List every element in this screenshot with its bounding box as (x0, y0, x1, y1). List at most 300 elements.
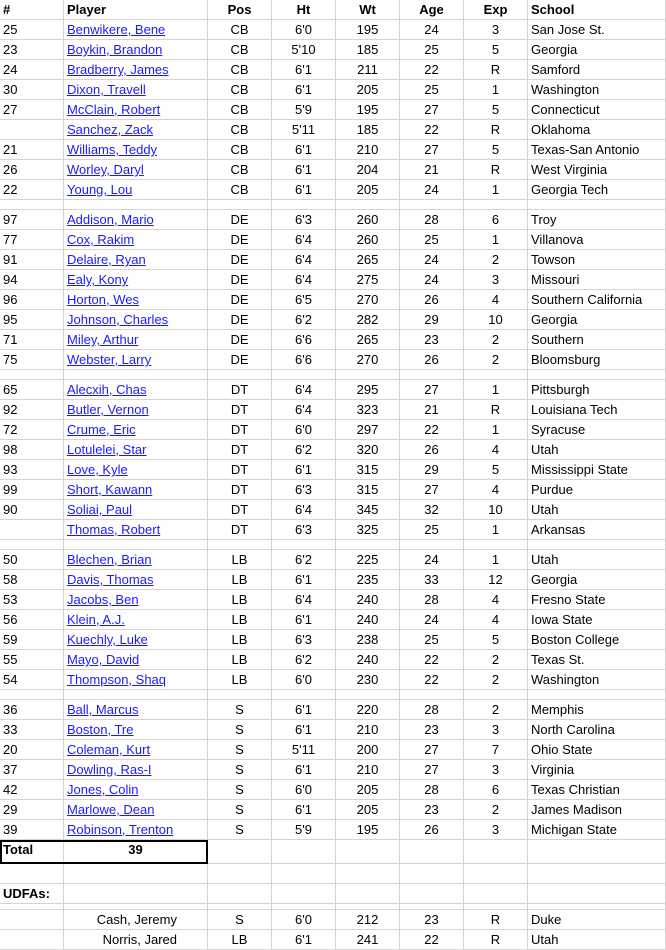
height-cell[interactable]: 6'0 (272, 670, 336, 690)
position-cell[interactable]: LB (208, 570, 272, 590)
player-link[interactable]: Love, Kyle (67, 462, 128, 477)
experience-cell[interactable]: 4 (464, 590, 528, 610)
empty-cell[interactable] (336, 690, 400, 700)
weight-cell[interactable]: 220 (336, 700, 400, 720)
empty-cell[interactable] (400, 840, 464, 864)
jersey-number-cell[interactable]: 23 (0, 40, 64, 60)
empty-cell[interactable] (464, 884, 528, 904)
player-link[interactable]: Butler, Vernon (67, 402, 149, 417)
udfa-player-name-cell[interactable]: Norris, Jared (64, 930, 208, 950)
height-cell[interactable]: 6'2 (272, 550, 336, 570)
player-name-cell[interactable] (64, 230, 208, 250)
weight-cell[interactable]: 282 (336, 310, 400, 330)
player-link[interactable]: Addison, Mario (67, 212, 154, 227)
school-cell[interactable]: Bloomsburg (528, 350, 666, 370)
weight-cell[interactable]: 200 (336, 740, 400, 760)
position-cell[interactable]: DT (208, 480, 272, 500)
jersey-number-cell[interactable]: 37 (0, 760, 64, 780)
age-cell[interactable]: 27 (400, 760, 464, 780)
age-cell[interactable]: 26 (400, 350, 464, 370)
experience-cell[interactable]: 5 (464, 100, 528, 120)
experience-cell[interactable]: 1 (464, 180, 528, 200)
player-link[interactable]: Boykin, Brandon (67, 42, 163, 57)
empty-cell[interactable] (528, 370, 666, 380)
jersey-number-cell[interactable]: 71 (0, 330, 64, 350)
player-link[interactable]: Delaire, Ryan (67, 252, 146, 267)
position-cell[interactable]: S (208, 740, 272, 760)
weight-cell[interactable]: 204 (336, 160, 400, 180)
experience-cell[interactable]: 4 (464, 290, 528, 310)
weight-cell[interactable]: 185 (336, 120, 400, 140)
age-cell[interactable]: 27 (400, 480, 464, 500)
school-cell[interactable]: Boston College (528, 630, 666, 650)
player-link[interactable]: Dixon, Travell (67, 82, 146, 97)
player-link[interactable]: Young, Lou (67, 182, 133, 197)
col-wt-header[interactable]: Wt (336, 0, 400, 20)
position-cell[interactable]: DE (208, 290, 272, 310)
empty-cell[interactable] (0, 540, 64, 550)
experience-cell[interactable]: 2 (464, 250, 528, 270)
weight-cell[interactable]: 275 (336, 270, 400, 290)
empty-cell[interactable] (272, 540, 336, 550)
position-cell[interactable]: DE (208, 330, 272, 350)
weight-cell[interactable]: 345 (336, 500, 400, 520)
age-cell[interactable]: 29 (400, 310, 464, 330)
empty-cell[interactable] (464, 864, 528, 884)
empty-cell[interactable] (208, 540, 272, 550)
age-cell[interactable]: 29 (400, 460, 464, 480)
age-cell[interactable]: 23 (400, 800, 464, 820)
weight-cell[interactable]: 210 (336, 140, 400, 160)
age-cell[interactable]: 23 (400, 720, 464, 740)
player-name-cell[interactable] (64, 740, 208, 760)
height-cell[interactable]: 6'2 (272, 440, 336, 460)
total-value-cell[interactable]: 39 (64, 840, 208, 864)
empty-cell[interactable] (336, 370, 400, 380)
jersey-number-cell[interactable]: 26 (0, 160, 64, 180)
age-cell[interactable]: 25 (400, 630, 464, 650)
weight-cell[interactable]: 185 (336, 40, 400, 60)
empty-cell[interactable] (400, 370, 464, 380)
jersey-number-cell[interactable]: 53 (0, 590, 64, 610)
experience-cell[interactable]: 2 (464, 330, 528, 350)
player-name-cell[interactable] (64, 40, 208, 60)
weight-cell[interactable]: 315 (336, 460, 400, 480)
age-cell[interactable]: 32 (400, 500, 464, 520)
school-cell[interactable]: Virginia (528, 760, 666, 780)
jersey-number-cell[interactable]: 91 (0, 250, 64, 270)
experience-cell[interactable]: R (464, 930, 528, 950)
height-cell[interactable]: 5'10 (272, 40, 336, 60)
age-cell[interactable]: 22 (400, 60, 464, 80)
empty-cell[interactable] (528, 690, 666, 700)
player-name-cell[interactable] (64, 350, 208, 370)
weight-cell[interactable]: 260 (336, 210, 400, 230)
experience-cell[interactable]: 2 (464, 800, 528, 820)
weight-cell[interactable]: 323 (336, 400, 400, 420)
age-cell[interactable]: 22 (400, 650, 464, 670)
experience-cell[interactable]: R (464, 910, 528, 930)
age-cell[interactable]: 21 (400, 400, 464, 420)
weight-cell[interactable]: 195 (336, 820, 400, 840)
position-cell[interactable]: DT (208, 440, 272, 460)
school-cell[interactable]: Arkansas (528, 520, 666, 540)
udfa-player-name-cell[interactable]: Cash, Jeremy (64, 910, 208, 930)
height-cell[interactable]: 6'4 (272, 380, 336, 400)
position-cell[interactable]: LB (208, 670, 272, 690)
col-ht-header[interactable]: Ht (272, 0, 336, 20)
jersey-number-cell[interactable]: 92 (0, 400, 64, 420)
player-name-cell[interactable] (64, 800, 208, 820)
weight-cell[interactable]: 241 (336, 930, 400, 950)
empty-cell[interactable] (64, 540, 208, 550)
empty-cell[interactable] (0, 200, 64, 210)
player-name-cell[interactable] (64, 250, 208, 270)
age-cell[interactable]: 23 (400, 330, 464, 350)
player-link[interactable]: Crume, Eric (67, 422, 136, 437)
height-cell[interactable]: 6'4 (272, 270, 336, 290)
player-link[interactable]: Williams, Teddy (67, 142, 158, 157)
player-link[interactable]: Robinson, Trenton (67, 822, 174, 837)
age-cell[interactable]: 24 (400, 180, 464, 200)
height-cell[interactable]: 6'1 (272, 930, 336, 950)
position-cell[interactable]: DT (208, 460, 272, 480)
height-cell[interactable]: 6'1 (272, 140, 336, 160)
empty-cell[interactable] (528, 540, 666, 550)
age-cell[interactable]: 21 (400, 160, 464, 180)
position-cell[interactable]: CB (208, 160, 272, 180)
jersey-number-cell[interactable]: 33 (0, 720, 64, 740)
school-cell[interactable]: Michigan State (528, 820, 666, 840)
experience-cell[interactable]: 2 (464, 700, 528, 720)
age-cell[interactable]: 25 (400, 40, 464, 60)
jersey-number-cell[interactable]: 59 (0, 630, 64, 650)
school-cell[interactable]: Georgia Tech (528, 180, 666, 200)
school-cell[interactable]: Louisiana Tech (528, 400, 666, 420)
position-cell[interactable]: CB (208, 120, 272, 140)
player-name-cell[interactable] (64, 20, 208, 40)
empty-cell[interactable] (336, 840, 400, 864)
age-cell[interactable]: 24 (400, 20, 464, 40)
empty-cell[interactable] (464, 200, 528, 210)
height-cell[interactable]: 6'2 (272, 310, 336, 330)
weight-cell[interactable]: 315 (336, 480, 400, 500)
player-link[interactable]: Jones, Colin (67, 782, 139, 797)
weight-cell[interactable]: 205 (336, 180, 400, 200)
age-cell[interactable]: 33 (400, 570, 464, 590)
empty-cell[interactable] (0, 910, 64, 930)
player-link[interactable]: Dowling, Ras-I (67, 762, 152, 777)
height-cell[interactable]: 6'0 (272, 20, 336, 40)
jersey-number-cell[interactable]: 55 (0, 650, 64, 670)
empty-cell[interactable] (400, 864, 464, 884)
position-cell[interactable]: S (208, 780, 272, 800)
player-link[interactable]: Worley, Daryl (67, 162, 144, 177)
empty-cell[interactable] (528, 884, 666, 904)
height-cell[interactable]: 6'3 (272, 630, 336, 650)
school-cell[interactable]: Pittsburgh (528, 380, 666, 400)
experience-cell[interactable]: 1 (464, 380, 528, 400)
player-name-cell[interactable] (64, 570, 208, 590)
player-name-cell[interactable] (64, 310, 208, 330)
player-name-cell[interactable] (64, 820, 208, 840)
height-cell[interactable]: 6'0 (272, 420, 336, 440)
position-cell[interactable]: S (208, 800, 272, 820)
player-link[interactable]: Thompson, Shaq (67, 672, 167, 687)
empty-cell[interactable] (64, 370, 208, 380)
height-cell[interactable]: 6'1 (272, 160, 336, 180)
experience-cell[interactable]: 1 (464, 520, 528, 540)
player-link[interactable]: Soliai, Paul (67, 502, 133, 517)
player-name-cell[interactable] (64, 100, 208, 120)
jersey-number-cell[interactable]: 65 (0, 380, 64, 400)
position-cell[interactable]: S (208, 720, 272, 740)
empty-cell[interactable] (272, 370, 336, 380)
school-cell[interactable]: Utah (528, 550, 666, 570)
school-cell[interactable]: Texas-San Antonio (528, 140, 666, 160)
weight-cell[interactable]: 265 (336, 330, 400, 350)
player-link[interactable]: Marlowe, Dean (67, 802, 155, 817)
age-cell[interactable]: 27 (400, 380, 464, 400)
col-exp-header[interactable]: Exp (464, 0, 528, 20)
player-link[interactable]: Coleman, Kurt (67, 742, 151, 757)
height-cell[interactable]: 6'1 (272, 180, 336, 200)
age-cell[interactable]: 26 (400, 440, 464, 460)
experience-cell[interactable]: R (464, 60, 528, 80)
player-link[interactable]: Bradberry, James (67, 62, 169, 77)
jersey-number-cell[interactable]: 98 (0, 440, 64, 460)
player-name-cell[interactable] (64, 420, 208, 440)
jersey-number-cell[interactable] (0, 120, 64, 140)
player-link[interactable]: McClain, Robert (67, 102, 161, 117)
age-cell[interactable]: 27 (400, 100, 464, 120)
empty-cell[interactable] (0, 690, 64, 700)
empty-cell[interactable] (464, 690, 528, 700)
school-cell[interactable]: Texas St. (528, 650, 666, 670)
jersey-number-cell[interactable]: 42 (0, 780, 64, 800)
school-cell[interactable]: West Virginia (528, 160, 666, 180)
empty-cell[interactable] (272, 200, 336, 210)
jersey-number-cell[interactable]: 97 (0, 210, 64, 230)
experience-cell[interactable]: 4 (464, 440, 528, 460)
weight-cell[interactable]: 225 (336, 550, 400, 570)
school-cell[interactable]: Georgia (528, 40, 666, 60)
empty-cell[interactable] (528, 840, 666, 864)
school-cell[interactable]: Purdue (528, 480, 666, 500)
player-link[interactable]: Webster, Larry (67, 352, 152, 367)
jersey-number-cell[interactable]: 30 (0, 80, 64, 100)
empty-cell[interactable] (336, 864, 400, 884)
weight-cell[interactable]: 211 (336, 60, 400, 80)
weight-cell[interactable]: 235 (336, 570, 400, 590)
weight-cell[interactable]: 240 (336, 590, 400, 610)
player-link[interactable]: Cox, Rakim (67, 232, 135, 247)
weight-cell[interactable]: 265 (336, 250, 400, 270)
experience-cell[interactable]: 1 (464, 420, 528, 440)
age-cell[interactable]: 26 (400, 290, 464, 310)
age-cell[interactable]: 25 (400, 80, 464, 100)
experience-cell[interactable]: 5 (464, 460, 528, 480)
player-name-cell[interactable] (64, 180, 208, 200)
empty-cell[interactable] (208, 884, 272, 904)
height-cell[interactable]: 6'4 (272, 230, 336, 250)
player-name-cell[interactable] (64, 330, 208, 350)
age-cell[interactable]: 26 (400, 820, 464, 840)
player-link[interactable]: Alecxih, Chas (67, 382, 147, 397)
player-name-cell[interactable] (64, 630, 208, 650)
jersey-number-cell[interactable]: 22 (0, 180, 64, 200)
height-cell[interactable]: 6'4 (272, 400, 336, 420)
player-name-cell[interactable] (64, 650, 208, 670)
empty-cell[interactable] (528, 200, 666, 210)
experience-cell[interactable]: 4 (464, 610, 528, 630)
jersey-number-cell[interactable]: 90 (0, 500, 64, 520)
school-cell[interactable]: San Jose St. (528, 20, 666, 40)
height-cell[interactable]: 6'1 (272, 60, 336, 80)
school-cell[interactable]: Syracuse (528, 420, 666, 440)
jersey-number-cell[interactable]: 54 (0, 670, 64, 690)
player-name-cell[interactable] (64, 520, 208, 540)
player-name-cell[interactable] (64, 140, 208, 160)
height-cell[interactable]: 6'1 (272, 720, 336, 740)
age-cell[interactable]: 22 (400, 670, 464, 690)
jersey-number-cell[interactable] (0, 520, 64, 540)
height-cell[interactable]: 6'5 (272, 290, 336, 310)
player-name-cell[interactable] (64, 760, 208, 780)
height-cell[interactable]: 6'3 (272, 210, 336, 230)
col-num-header[interactable]: # (0, 0, 64, 20)
experience-cell[interactable]: 4 (464, 480, 528, 500)
school-cell[interactable]: Memphis (528, 700, 666, 720)
position-cell[interactable]: DT (208, 380, 272, 400)
player-link[interactable]: Jacobs, Ben (67, 592, 139, 607)
player-link[interactable]: Thomas, Robert (67, 522, 161, 537)
position-cell[interactable]: DE (208, 350, 272, 370)
jersey-number-cell[interactable]: 27 (0, 100, 64, 120)
player-name-cell[interactable] (64, 380, 208, 400)
school-cell[interactable]: Southern (528, 330, 666, 350)
experience-cell[interactable]: 3 (464, 20, 528, 40)
age-cell[interactable]: 28 (400, 700, 464, 720)
height-cell[interactable]: 6'0 (272, 910, 336, 930)
weight-cell[interactable]: 240 (336, 650, 400, 670)
position-cell[interactable]: CB (208, 80, 272, 100)
weight-cell[interactable]: 210 (336, 760, 400, 780)
position-cell[interactable]: DT (208, 400, 272, 420)
weight-cell[interactable]: 195 (336, 100, 400, 120)
player-name-cell[interactable] (64, 440, 208, 460)
position-cell[interactable]: CB (208, 60, 272, 80)
school-cell[interactable]: Utah (528, 440, 666, 460)
experience-cell[interactable]: 1 (464, 550, 528, 570)
age-cell[interactable]: 22 (400, 930, 464, 950)
height-cell[interactable]: 6'3 (272, 520, 336, 540)
weight-cell[interactable]: 205 (336, 780, 400, 800)
age-cell[interactable]: 24 (400, 270, 464, 290)
height-cell[interactable]: 6'1 (272, 610, 336, 630)
age-cell[interactable]: 22 (400, 420, 464, 440)
empty-cell[interactable] (464, 370, 528, 380)
player-name-cell[interactable] (64, 460, 208, 480)
player-name-cell[interactable] (64, 780, 208, 800)
experience-cell[interactable]: R (464, 160, 528, 180)
empty-cell[interactable] (0, 930, 64, 950)
experience-cell[interactable]: 7 (464, 740, 528, 760)
player-name-cell[interactable] (64, 210, 208, 230)
player-link[interactable]: Mayo, David (67, 652, 140, 667)
position-cell[interactable]: DE (208, 310, 272, 330)
empty-cell[interactable] (208, 690, 272, 700)
weight-cell[interactable]: 260 (336, 230, 400, 250)
weight-cell[interactable]: 212 (336, 910, 400, 930)
weight-cell[interactable]: 230 (336, 670, 400, 690)
weight-cell[interactable]: 238 (336, 630, 400, 650)
empty-cell[interactable] (0, 864, 64, 884)
position-cell[interactable]: CB (208, 180, 272, 200)
age-cell[interactable]: 24 (400, 550, 464, 570)
jersey-number-cell[interactable]: 99 (0, 480, 64, 500)
position-cell[interactable]: S (208, 910, 272, 930)
position-cell[interactable]: DE (208, 270, 272, 290)
age-cell[interactable]: 23 (400, 910, 464, 930)
experience-cell[interactable]: 5 (464, 630, 528, 650)
school-cell[interactable]: Utah (528, 500, 666, 520)
school-cell[interactable]: Fresno State (528, 590, 666, 610)
weight-cell[interactable]: 325 (336, 520, 400, 540)
player-link[interactable]: Lotulelei, Star (67, 442, 147, 457)
height-cell[interactable]: 5'9 (272, 100, 336, 120)
experience-cell[interactable]: R (464, 400, 528, 420)
empty-cell[interactable] (272, 690, 336, 700)
experience-cell[interactable]: 1 (464, 230, 528, 250)
weight-cell[interactable]: 297 (336, 420, 400, 440)
empty-cell[interactable] (64, 690, 208, 700)
weight-cell[interactable]: 320 (336, 440, 400, 460)
weight-cell[interactable]: 270 (336, 290, 400, 310)
empty-cell[interactable] (64, 884, 208, 904)
age-cell[interactable]: 25 (400, 230, 464, 250)
player-name-cell[interactable] (64, 120, 208, 140)
player-link[interactable]: Blechen, Brian (67, 552, 152, 567)
jersey-number-cell[interactable]: 24 (0, 60, 64, 80)
player-name-cell[interactable] (64, 160, 208, 180)
height-cell[interactable]: 6'4 (272, 590, 336, 610)
school-cell[interactable]: Missouri (528, 270, 666, 290)
school-cell[interactable]: Georgia (528, 570, 666, 590)
height-cell[interactable]: 5'11 (272, 740, 336, 760)
position-cell[interactable]: S (208, 700, 272, 720)
age-cell[interactable]: 27 (400, 140, 464, 160)
player-name-cell[interactable] (64, 480, 208, 500)
jersey-number-cell[interactable]: 58 (0, 570, 64, 590)
position-cell[interactable]: CB (208, 20, 272, 40)
height-cell[interactable]: 6'1 (272, 800, 336, 820)
height-cell[interactable]: 6'2 (272, 650, 336, 670)
age-cell[interactable]: 25 (400, 520, 464, 540)
jersey-number-cell[interactable]: 96 (0, 290, 64, 310)
empty-cell[interactable] (464, 840, 528, 864)
jersey-number-cell[interactable]: 36 (0, 700, 64, 720)
experience-cell[interactable]: 6 (464, 780, 528, 800)
experience-cell[interactable]: 2 (464, 670, 528, 690)
jersey-number-cell[interactable]: 20 (0, 740, 64, 760)
weight-cell[interactable]: 210 (336, 720, 400, 740)
jersey-number-cell[interactable]: 94 (0, 270, 64, 290)
jersey-number-cell[interactable]: 39 (0, 820, 64, 840)
empty-cell[interactable] (272, 864, 336, 884)
position-cell[interactable]: LB (208, 630, 272, 650)
player-link[interactable]: Ealy, Kony (67, 272, 129, 287)
